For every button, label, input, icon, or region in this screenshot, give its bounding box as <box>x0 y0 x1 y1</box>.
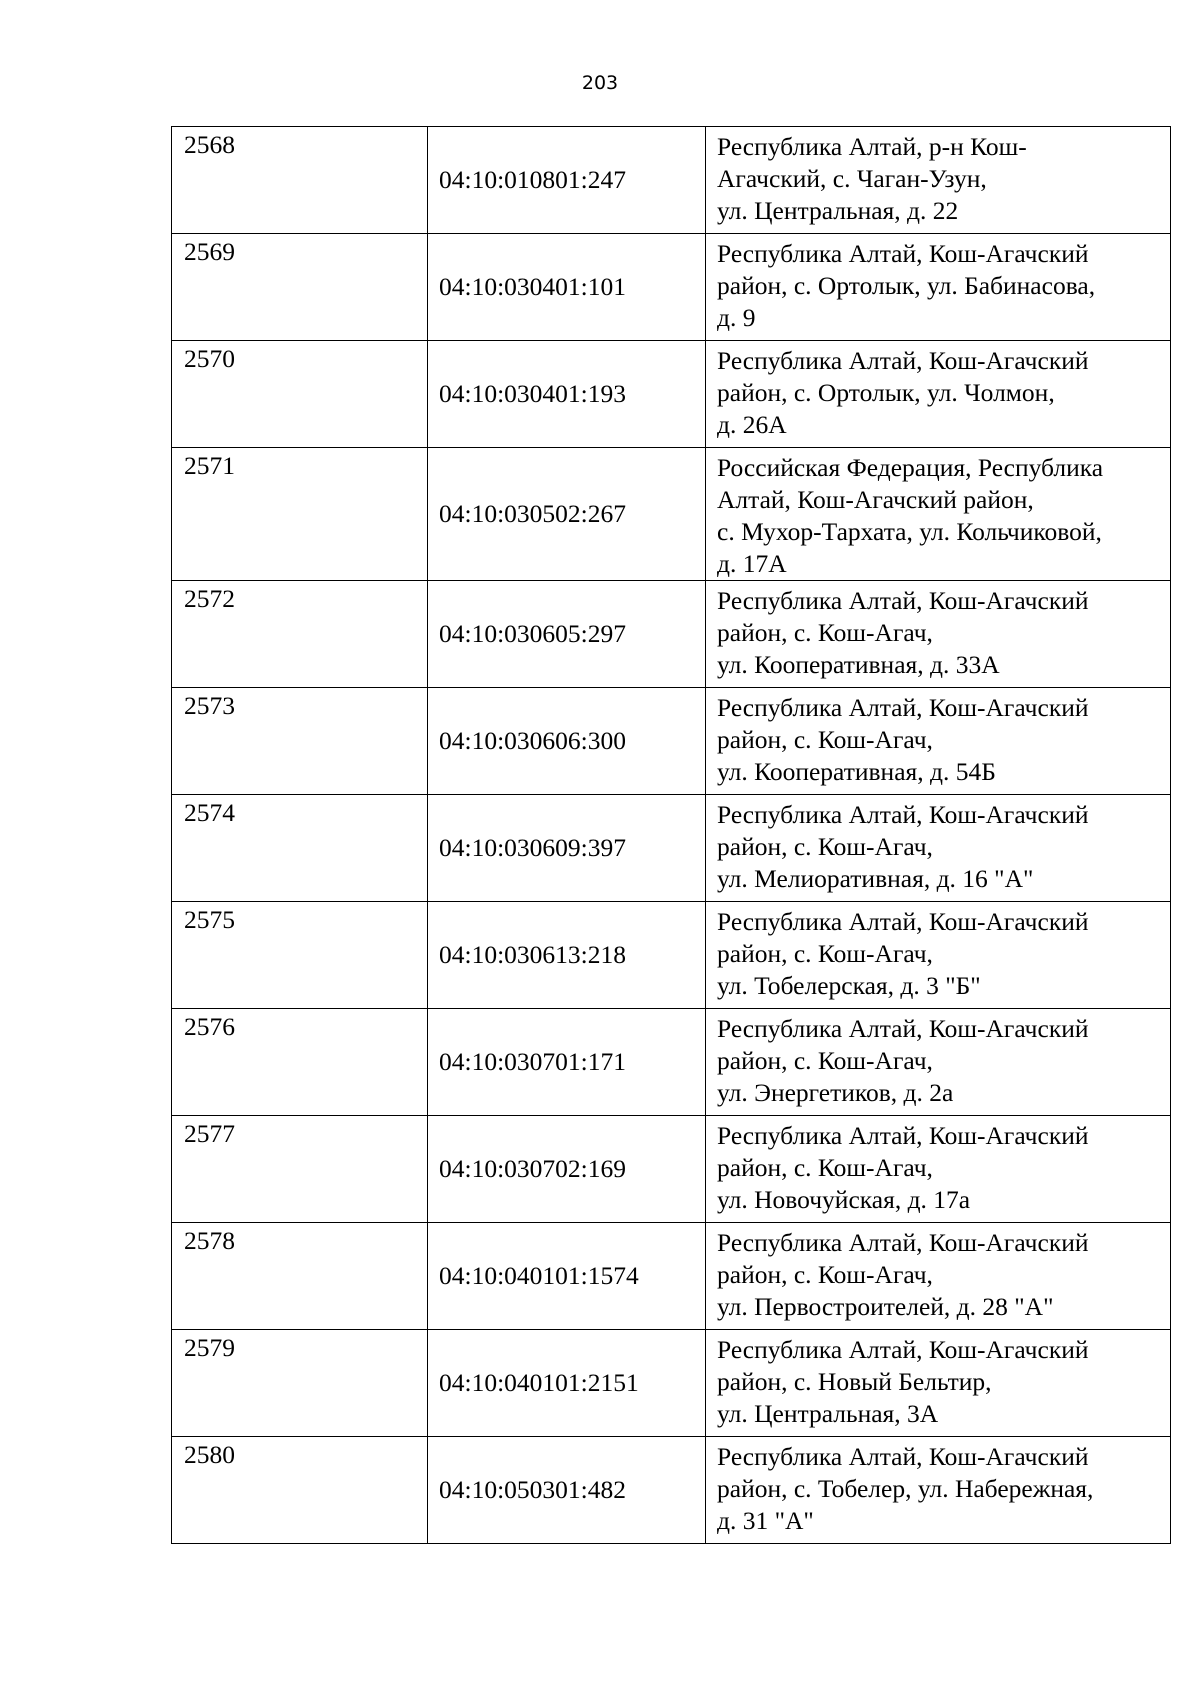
table-row <box>172 127 1171 234</box>
table-row <box>172 902 1171 1009</box>
row-number-cell: 2575 <box>172 902 428 1009</box>
address-line: Алтай, Кош-Агачский район, <box>717 485 1034 514</box>
address-cell <box>706 127 1171 234</box>
cadastral-number-cell: 04:10:030609:397 <box>428 795 706 902</box>
row-number-cell: 2570 <box>172 341 428 448</box>
address-line: Республика Алтай, Кош-Агачский <box>717 693 1089 722</box>
address-line: д. 31 "А" <box>717 1506 814 1535</box>
cadastral-number-cell: 04:10:030606:300 <box>428 688 706 795</box>
row-number-cell: 2571 <box>172 448 428 581</box>
address-line: Республика Алтай, р-н Кош- <box>717 132 1027 161</box>
address-cell <box>706 581 1171 688</box>
row-number-cell: 2577 <box>172 1116 428 1223</box>
cadastral-number-cell: 04:10:030613:218 <box>428 902 706 1009</box>
address-line: с. Мухор-Тархата, ул. Кольчиковой, <box>717 517 1102 546</box>
cadastral-number-cell: 04:10:050301:482 <box>428 1437 706 1544</box>
address-line: Республика Алтай, Кош-Агачский <box>717 1014 1089 1043</box>
row-number-cell: 2579 <box>172 1330 428 1437</box>
cadastral-number-cell: 04:10:040101:1574 <box>428 1223 706 1330</box>
row-number-cell: 2573 <box>172 688 428 795</box>
row-number-cell: 2576 <box>172 1009 428 1116</box>
table-body <box>172 127 1171 1544</box>
table-row <box>172 1330 1171 1437</box>
table-row <box>172 448 1171 581</box>
table-row <box>172 341 1171 448</box>
address-line: ул. Первостроителей, д. 28 "А" <box>717 1292 1054 1321</box>
address-line: Республика Алтай, Кош-Агачский <box>717 586 1089 615</box>
cadastral-number-cell: 04:10:030702:169 <box>428 1116 706 1223</box>
address-line: ул. Новочуйская, д. 17а <box>717 1185 971 1214</box>
table-row <box>172 1116 1171 1223</box>
cadastral-number-cell: 04:10:010801:247 <box>428 127 706 234</box>
cadastral-number-cell: 04:10:040101:2151 <box>428 1330 706 1437</box>
address-cell <box>706 1009 1171 1116</box>
table-row <box>172 1437 1171 1544</box>
address-line: ул. Кооперативная, д. 33А <box>717 650 1000 679</box>
address-line: район, с. Кош-Агач, <box>717 618 933 647</box>
address-line: район, с. Новый Бельтир, <box>717 1367 992 1396</box>
address-line: ул. Кооперативная, д. 54Б <box>717 757 996 786</box>
address-cell <box>706 1437 1171 1544</box>
address-line: Республика Алтай, Кош-Агачский <box>717 346 1089 375</box>
address-cell <box>706 448 1171 581</box>
table-row <box>172 234 1171 341</box>
address-line: район, с. Кош-Агач, <box>717 1153 933 1182</box>
address-cell <box>706 795 1171 902</box>
page-number: 203 <box>581 72 619 94</box>
address-line: район, с. Кош-Агач, <box>717 725 933 754</box>
row-number-cell: 2580 <box>172 1437 428 1544</box>
address-line: ул. Тобелерская, д. 3 "Б" <box>717 971 981 1000</box>
row-number-cell: 2572 <box>172 581 428 688</box>
address-cell <box>706 234 1171 341</box>
table-row <box>172 581 1171 688</box>
address-line: Российская Федерация, Республика <box>717 453 1104 482</box>
cadastral-number-cell: 04:10:030502:267 <box>428 448 706 581</box>
address-line: ул. Энергетиков, д. 2а <box>717 1078 954 1107</box>
address-line: район, с. Ортолык, ул. Чолмон, <box>717 378 1055 407</box>
address-cell <box>706 1223 1171 1330</box>
address-line: район, с. Кош-Агач, <box>717 1046 933 1075</box>
row-number-cell: 2578 <box>172 1223 428 1330</box>
property-table <box>171 126 1171 1544</box>
cadastral-number-cell: 04:10:030701:171 <box>428 1009 706 1116</box>
table-row <box>172 1223 1171 1330</box>
address-line: Республика Алтай, Кош-Агачский <box>717 907 1089 936</box>
cadastral-number-cell: 04:10:030605:297 <box>428 581 706 688</box>
address-line: Республика Алтай, Кош-Агачский <box>717 1335 1089 1364</box>
address-line: район, с. Кош-Агач, <box>717 1260 933 1289</box>
address-line: д. 26А <box>717 410 787 439</box>
address-line: Республика Алтай, Кош-Агачский <box>717 800 1089 829</box>
address-line: Республика Алтай, Кош-Агачский <box>717 239 1089 268</box>
cadastral-number-cell: 04:10:030401:193 <box>428 341 706 448</box>
address-line: ул. Центральная, д. 22 <box>717 196 959 225</box>
table-row <box>172 1009 1171 1116</box>
address-cell <box>706 1116 1171 1223</box>
table-row <box>172 795 1171 902</box>
row-number-cell: 2568 <box>172 127 428 234</box>
address-cell <box>706 341 1171 448</box>
address-line: д. 9 <box>717 303 756 332</box>
cadastral-number-cell: 04:10:030401:101 <box>428 234 706 341</box>
address-line: район, с. Тобелер, ул. Набережная, <box>717 1474 1094 1503</box>
address-line: Агачский, с. Чаган-Узун, <box>717 164 987 193</box>
address-line: Республика Алтай, Кош-Агачский <box>717 1228 1089 1257</box>
address-cell <box>706 688 1171 795</box>
address-line: Республика Алтай, Кош-Агачский <box>717 1121 1089 1150</box>
row-number-cell: 2574 <box>172 795 428 902</box>
address-line: Республика Алтай, Кош-Агачский <box>717 1442 1089 1471</box>
address-cell <box>706 902 1171 1009</box>
address-line: район, с. Кош-Агач, <box>717 832 933 861</box>
address-line: ул. Мелиоративная, д. 16 "А" <box>717 864 1034 893</box>
table-row <box>172 688 1171 795</box>
address-line: район, с. Кош-Агач, <box>717 939 933 968</box>
address-line: д. 17А <box>717 549 787 578</box>
address-cell <box>706 1330 1171 1437</box>
address-line: ул. Центральная, 3А <box>717 1399 939 1428</box>
row-number-cell: 2569 <box>172 234 428 341</box>
address-line: район, с. Ортолык, ул. Бабинасова, <box>717 271 1096 300</box>
